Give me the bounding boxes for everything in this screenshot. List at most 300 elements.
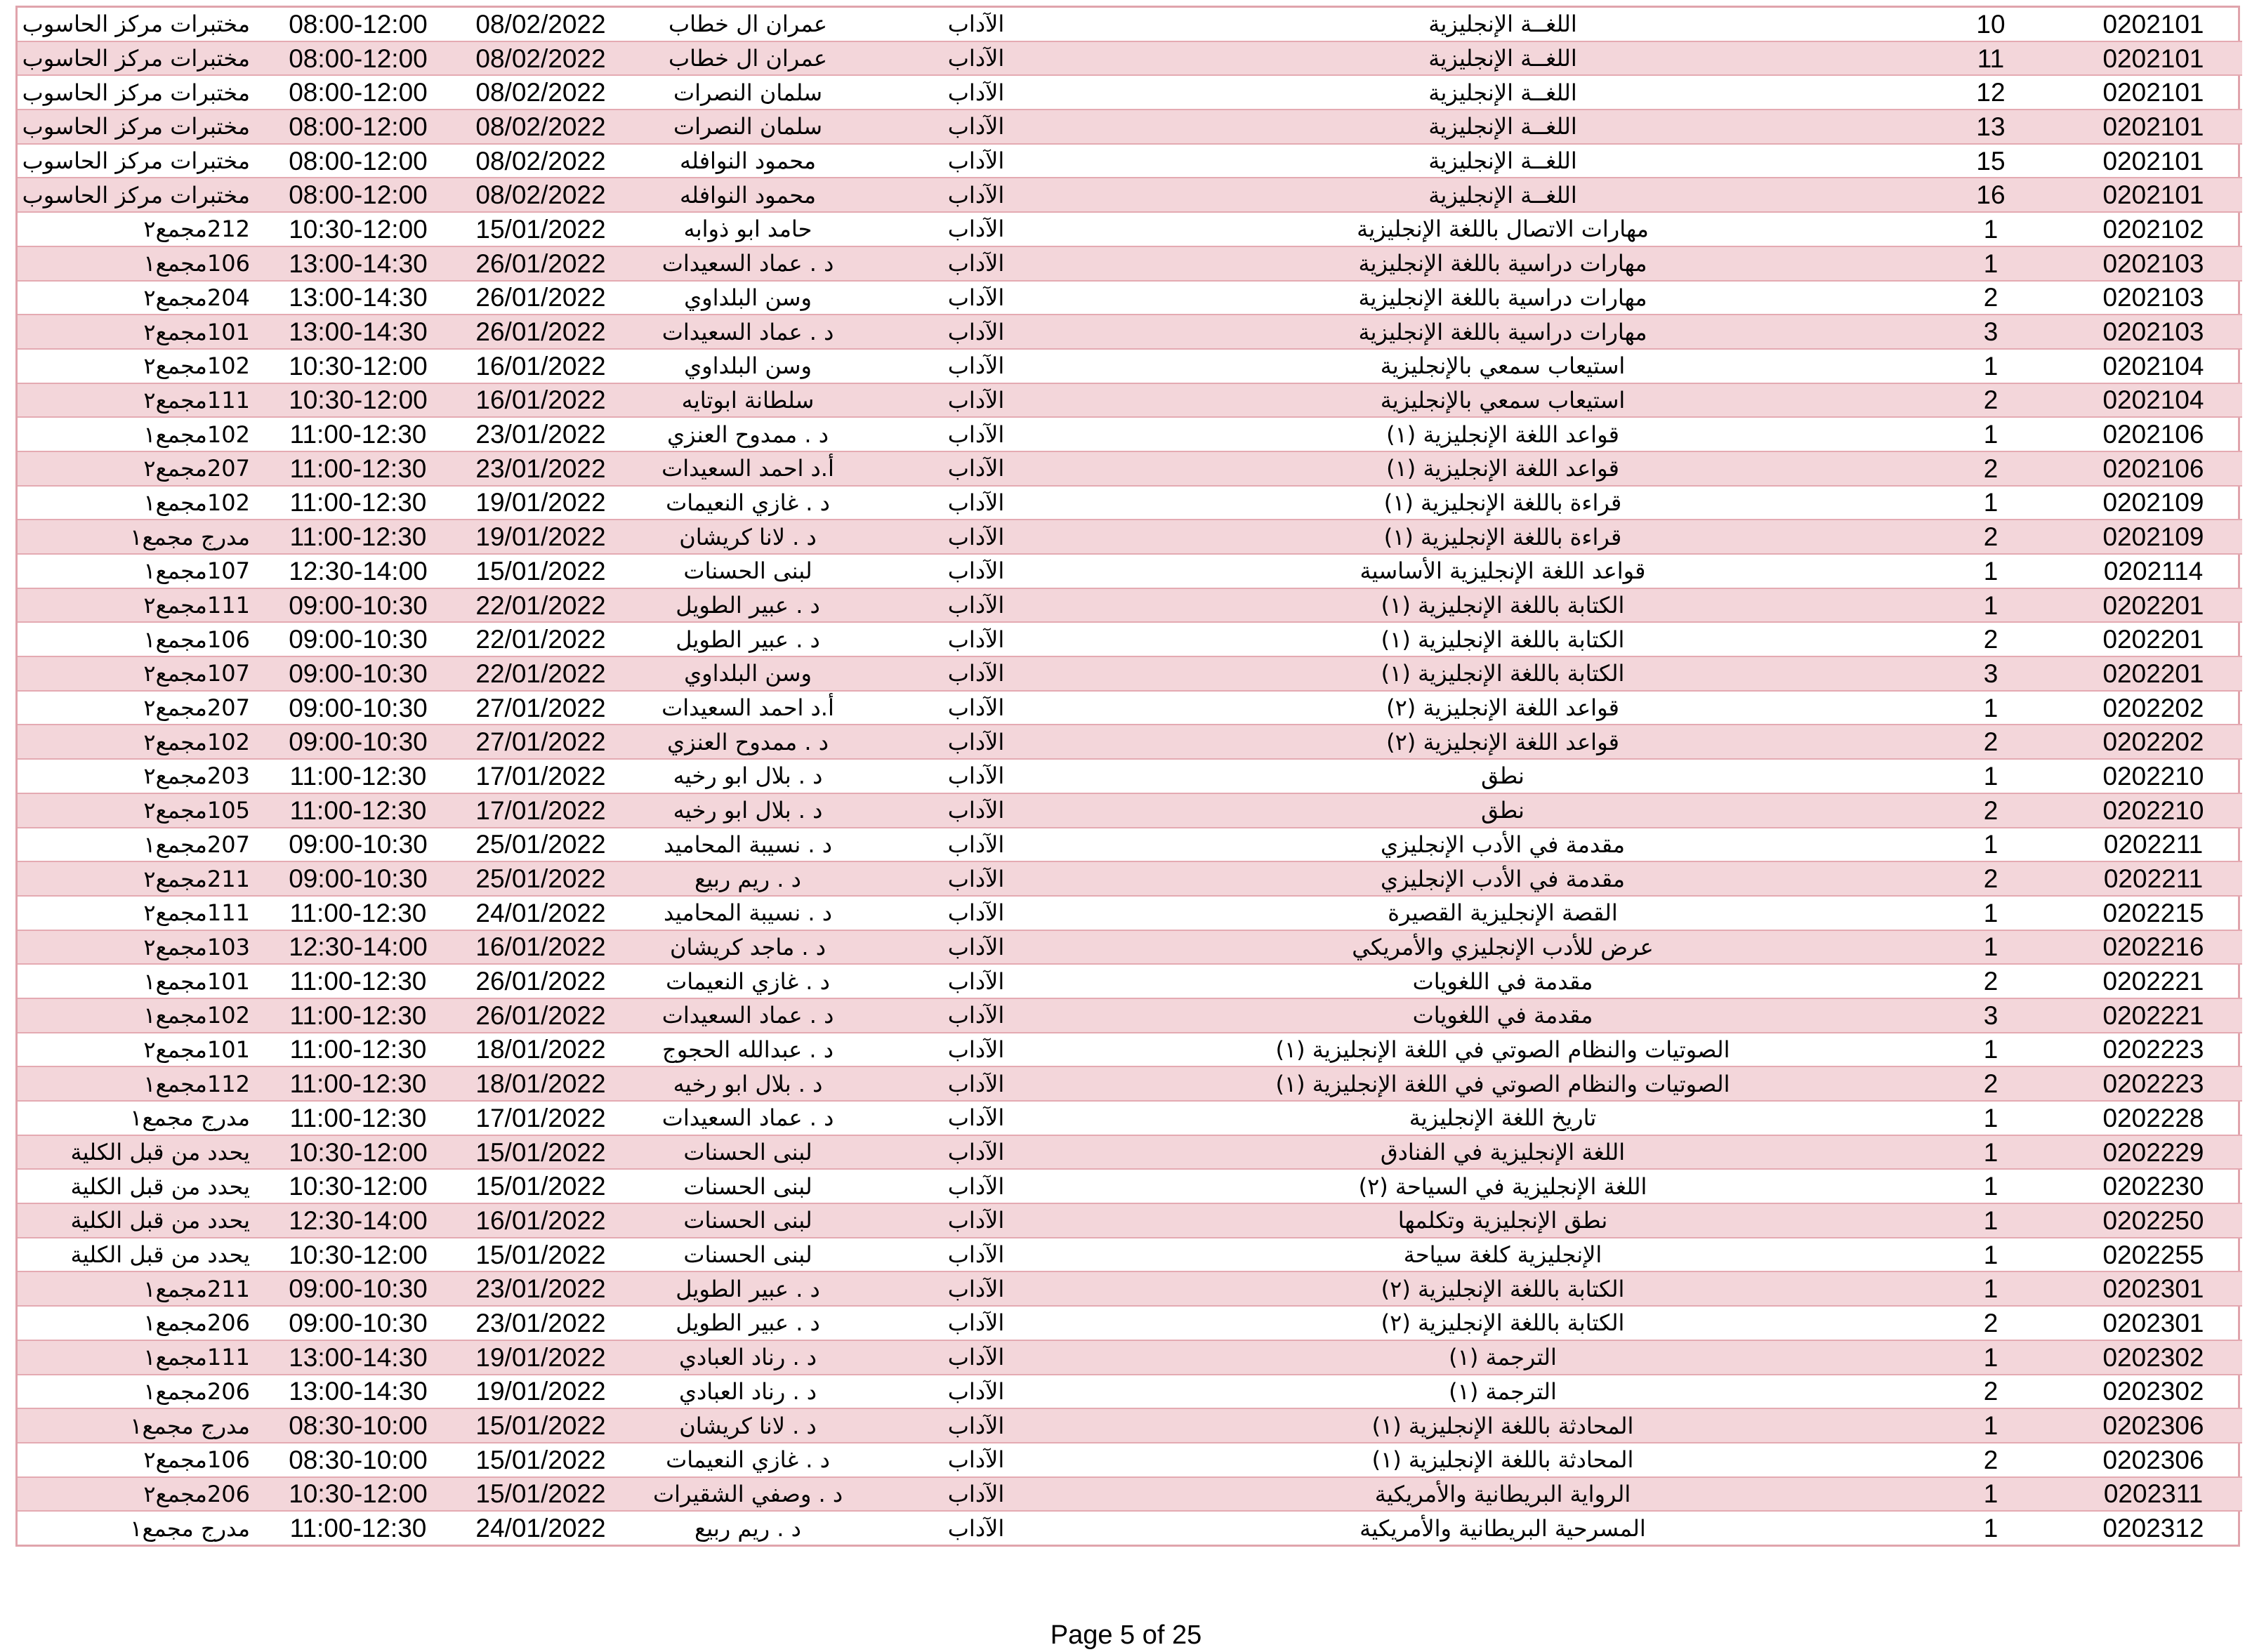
cell-location: 101مجمع٢ bbox=[18, 315, 267, 349]
cell-location: 112مجمع١ bbox=[18, 1066, 267, 1101]
cell-date: 15/01/2022 bbox=[449, 1443, 632, 1477]
cell-section: 1 bbox=[1917, 1238, 2065, 1272]
cell-location: مختبرات مركز الحاسوب bbox=[18, 110, 267, 144]
cell-date: 16/01/2022 bbox=[449, 1203, 632, 1238]
cell-location: 102مجمع١ bbox=[18, 486, 267, 520]
cell-course: الكتابة باللغة الإنجليزية (١) bbox=[1088, 622, 1917, 656]
cell-location: يحدد من قبل الكلية bbox=[18, 1169, 267, 1203]
cell-date: 16/01/2022 bbox=[449, 349, 632, 383]
cell-date: 08/02/2022 bbox=[449, 144, 632, 178]
cell-instructor: د . بلال ابو رخيه bbox=[632, 1066, 864, 1101]
cell-location: مختبرات مركز الحاسوب bbox=[18, 8, 267, 41]
cell-course-code: 0202102 bbox=[2065, 212, 2242, 246]
cell-location: مختبرات مركز الحاسوب bbox=[18, 178, 267, 212]
cell-course: مهارات دراسية باللغة الإنجليزية bbox=[1088, 281, 1917, 315]
cell-section: 1 bbox=[1917, 349, 2065, 383]
table-row bbox=[18, 1271, 2242, 1306]
table-row bbox=[18, 1511, 2242, 1545]
cell-course: المحادثة باللغة الإنجليزية (١) bbox=[1088, 1408, 1917, 1443]
cell-section: 2 bbox=[1917, 964, 2065, 998]
cell-faculty: الآداب bbox=[864, 110, 1088, 144]
cell-location: مختبرات مركز الحاسوب bbox=[18, 144, 267, 178]
cell-section: 2 bbox=[1917, 622, 2065, 656]
cell-time: 11:00-12:30 bbox=[267, 793, 449, 828]
cell-faculty: الآداب bbox=[864, 383, 1088, 418]
table-row bbox=[18, 1066, 2242, 1101]
table-row bbox=[18, 1238, 2242, 1272]
cell-course: اللغــة الإنجليزية bbox=[1088, 8, 1917, 41]
cell-course-code: 0202101 bbox=[2065, 178, 2242, 212]
cell-course: تاريخ اللغة الإنجليزية bbox=[1088, 1101, 1917, 1135]
cell-course: مهارات دراسية باللغة الإنجليزية bbox=[1088, 315, 1917, 349]
cell-instructor: د . عبير الطويل bbox=[632, 622, 864, 656]
table-row bbox=[18, 998, 2242, 1033]
cell-course: المسرحية البريطانية والأمريكية bbox=[1359, 1514, 1646, 1542]
cell-instructor: د . عبير الطويل bbox=[632, 588, 864, 623]
cell-section: 11 bbox=[1917, 41, 2065, 76]
table-row bbox=[18, 1101, 2242, 1135]
cell-location: 106مجمع١ bbox=[18, 622, 267, 656]
table-row bbox=[18, 1306, 2242, 1340]
cell-course: اللغــة الإنجليزية bbox=[1088, 144, 1917, 178]
cell-course-code: 0202201 bbox=[2065, 588, 2242, 623]
table-row bbox=[18, 144, 2242, 178]
cell-time: 11:00-12:30 bbox=[267, 964, 449, 998]
cell-date: 15/01/2022 bbox=[449, 1238, 632, 1272]
cell-instructor: د . عماد السعيدات bbox=[632, 998, 864, 1033]
cell-section: 1 bbox=[1917, 1477, 2065, 1512]
table-row bbox=[18, 1033, 2242, 1067]
cell-date: 18/01/2022 bbox=[449, 1033, 632, 1067]
cell-course: قواعد اللغة الإنجليزية (١) bbox=[1088, 417, 1917, 451]
cell-course-code: 0202216 bbox=[2065, 930, 2242, 965]
cell-faculty: الآداب bbox=[864, 1238, 1088, 1272]
cell-section: 1 bbox=[1917, 1340, 2065, 1375]
cell-faculty: الآداب bbox=[864, 588, 1088, 623]
cell-date: 23/01/2022 bbox=[449, 451, 632, 486]
cell-section: 1 bbox=[1917, 1135, 2065, 1170]
table-row bbox=[18, 1375, 2242, 1409]
cell-date: 19/01/2022 bbox=[449, 520, 632, 554]
cell-section: 2 bbox=[1917, 520, 2065, 554]
cell-faculty: الآداب bbox=[864, 1375, 1088, 1409]
cell-date: 23/01/2022 bbox=[449, 417, 632, 451]
cell-section: 15 bbox=[1917, 144, 2065, 178]
cell-course-code: 0202221 bbox=[2065, 964, 2242, 998]
cell-section: 1 bbox=[1917, 930, 2065, 965]
cell-location: 111مجمع٢ bbox=[18, 383, 267, 418]
cell-date: 24/01/2022 bbox=[475, 1514, 606, 1543]
cell-course-code: 0202228 bbox=[2065, 1101, 2242, 1135]
cell-time: 08:30-10:00 bbox=[267, 1408, 449, 1443]
cell-instructor: وسن البلداوي bbox=[632, 281, 864, 315]
cell-section: 1 bbox=[1917, 246, 2065, 281]
cell-time: 11:00-12:30 bbox=[267, 451, 449, 486]
cell-date: 17/01/2022 bbox=[449, 1101, 632, 1135]
cell-faculty: الآداب bbox=[864, 1306, 1088, 1340]
cell-date: 16/01/2022 bbox=[449, 930, 632, 965]
cell-course: الكتابة باللغة الإنجليزية (٢) bbox=[1088, 1306, 1917, 1340]
cell-location: 207مجمع٢ bbox=[18, 451, 267, 486]
cell-course: مقدمة في الأدب الإنجليزي bbox=[1088, 828, 1917, 862]
cell-time: 13:00-14:30 bbox=[267, 1375, 449, 1409]
cell-instructor: د . عبير الطويل bbox=[632, 1306, 864, 1340]
cell-course: الرواية البريطانية والأمريكية bbox=[1088, 1477, 1917, 1512]
cell-time: 13:00-14:30 bbox=[267, 315, 449, 349]
cell-faculty: الآداب bbox=[864, 1033, 1088, 1067]
cell-faculty: الآداب bbox=[864, 8, 1088, 41]
cell-course: استيعاب سمعي بالإنجليزية bbox=[1088, 349, 1917, 383]
cell-faculty: الآداب bbox=[864, 964, 1088, 998]
cell-time: 08:00-12:00 bbox=[267, 110, 449, 144]
cell-course: مقدمة في اللغويات bbox=[1088, 998, 1917, 1033]
cell-section: 2 bbox=[1917, 793, 2065, 828]
table-row bbox=[18, 281, 2242, 315]
cell-section: 2 bbox=[1917, 861, 2065, 896]
table-row bbox=[18, 828, 2242, 862]
cell-course-code: 0202302 bbox=[2065, 1375, 2242, 1409]
cell-time: 10:30-12:00 bbox=[267, 383, 449, 418]
cell-instructor: د . عبدالله الحجوج bbox=[632, 1033, 864, 1067]
cell-course: نطق bbox=[1088, 759, 1917, 793]
cell-date: 15/01/2022 bbox=[449, 212, 632, 246]
cell-date: 25/01/2022 bbox=[449, 828, 632, 862]
cell-instructor: لبنى الحسنات bbox=[632, 1238, 864, 1272]
cell-date: 26/01/2022 bbox=[449, 315, 632, 349]
cell-instructor: وسن البلداوي bbox=[632, 656, 864, 691]
table-row bbox=[18, 964, 2242, 998]
cell-course-code: 0202103 bbox=[2065, 315, 2242, 349]
cell-location: مدرج مجمع١ bbox=[130, 1514, 250, 1542]
cell-time: 11:00-12:30 bbox=[267, 486, 449, 520]
cell-course-code: 0202311 bbox=[2065, 1477, 2242, 1512]
cell-time: 10:30-12:00 bbox=[267, 1477, 449, 1512]
cell-course: قواعد اللغة الإنجليزية الأساسية bbox=[1088, 554, 1917, 588]
exam-schedule-sheet bbox=[15, 6, 2240, 1547]
cell-instructor: د . لانا كريشان bbox=[632, 1408, 864, 1443]
exam-schedule-table bbox=[18, 8, 2242, 1545]
table-row bbox=[18, 622, 2242, 656]
cell-faculty: الآداب bbox=[864, 656, 1088, 691]
cell-faculty: الآداب bbox=[864, 1443, 1088, 1477]
cell-course-code: 0202229 bbox=[2065, 1135, 2242, 1170]
cell-location: 206مجمع١ bbox=[18, 1375, 267, 1409]
cell-instructor: لبنى الحسنات bbox=[632, 554, 864, 588]
cell-date: 08/02/2022 bbox=[449, 110, 632, 144]
cell-course: اللغــة الإنجليزية bbox=[1088, 75, 1917, 110]
cell-instructor: سلمان النصرات bbox=[632, 110, 864, 144]
cell-instructor: عمران ال خطاب bbox=[632, 8, 864, 41]
cell-course-code: 0202211 bbox=[2065, 828, 2242, 862]
cell-section: 13 bbox=[1917, 110, 2065, 144]
cell-instructor: لبنى الحسنات bbox=[632, 1203, 864, 1238]
cell-faculty: الآداب bbox=[947, 1514, 1005, 1542]
cell-section: 3 bbox=[1917, 998, 2065, 1033]
table-row bbox=[18, 1443, 2242, 1477]
cell-section: 1 bbox=[1917, 896, 2065, 930]
cell-section: 1 bbox=[1917, 1033, 2065, 1067]
cell-location: يحدد من قبل الكلية bbox=[18, 1135, 267, 1170]
cell-course: الترجمة (١) bbox=[1088, 1340, 1917, 1375]
cell-date: 22/01/2022 bbox=[449, 588, 632, 623]
table-row bbox=[18, 178, 2242, 212]
cell-location: 111مجمع١ bbox=[18, 1340, 267, 1375]
cell-faculty: الآداب bbox=[864, 212, 1088, 246]
cell-instructor: د . رناد العبادي bbox=[632, 1375, 864, 1409]
cell-location: مختبرات مركز الحاسوب bbox=[18, 75, 267, 110]
cell-faculty: الآداب bbox=[864, 622, 1088, 656]
cell-course: اللغة الإنجليزية في السياحة (٢) bbox=[1088, 1169, 1917, 1203]
cell-date: 16/01/2022 bbox=[449, 383, 632, 418]
cell-date: 26/01/2022 bbox=[449, 281, 632, 315]
cell-course-code: 0202306 bbox=[2065, 1443, 2242, 1477]
cell-instructor: محمود النوافله bbox=[632, 144, 864, 178]
cell-instructor: د . غازي النعيمات bbox=[632, 1443, 864, 1477]
cell-instructor: محمود النوافله bbox=[632, 178, 864, 212]
cell-course-code: 0202201 bbox=[2065, 622, 2242, 656]
cell-course: الكتابة باللغة الإنجليزية (٢) bbox=[1088, 1271, 1917, 1306]
table-row bbox=[18, 554, 2242, 588]
cell-section: 1 bbox=[1917, 1203, 2065, 1238]
cell-location: مختبرات مركز الحاسوب bbox=[18, 41, 267, 76]
cell-faculty: الآداب bbox=[864, 930, 1088, 965]
cell-section: 2 bbox=[1917, 1306, 2065, 1340]
cell-time: 12:30-14:00 bbox=[267, 554, 449, 588]
cell-course-code: 0202104 bbox=[2065, 349, 2242, 383]
cell-course-code: 0202103 bbox=[2065, 281, 2242, 315]
cell-location: 102مجمع١ bbox=[18, 998, 267, 1033]
cell-faculty: الآداب bbox=[864, 144, 1088, 178]
cell-time: 08:00-12:00 bbox=[267, 75, 449, 110]
cell-course-code: 0202301 bbox=[2065, 1271, 2242, 1306]
cell-course: مهارات الاتصال باللغة الإنجليزية bbox=[1088, 212, 1917, 246]
cell-instructor: د . نسيبة المحاميد bbox=[632, 896, 864, 930]
cell-instructor: سلطانة ابوتايه bbox=[632, 383, 864, 418]
cell-instructor: د . عبير الطويل bbox=[632, 1271, 864, 1306]
table-row bbox=[18, 451, 2242, 486]
table-row bbox=[18, 246, 2242, 281]
cell-course-code: 0202221 bbox=[2065, 998, 2242, 1033]
table-row bbox=[18, 1340, 2242, 1375]
cell-faculty: الآداب bbox=[864, 75, 1088, 110]
table-body bbox=[18, 8, 2242, 1545]
cell-section: 1 bbox=[1917, 554, 2065, 588]
cell-faculty: الآداب bbox=[864, 41, 1088, 76]
cell-course-code: 0202104 bbox=[2065, 383, 2242, 418]
cell-course-code: 0202250 bbox=[2065, 1203, 2242, 1238]
cell-time: 11:00-12:30 bbox=[267, 1066, 449, 1101]
cell-time: 09:00-10:30 bbox=[267, 656, 449, 691]
cell-date: 18/01/2022 bbox=[449, 1066, 632, 1101]
cell-location: 102مجمع٢ bbox=[18, 349, 267, 383]
cell-section: 1 bbox=[1917, 486, 2065, 520]
cell-location: 107مجمع٢ bbox=[18, 656, 267, 691]
cell-location: 103مجمع٢ bbox=[18, 930, 267, 965]
table-row bbox=[18, 656, 2242, 691]
cell-faculty: الآداب bbox=[864, 417, 1088, 451]
table-row bbox=[18, 588, 2242, 623]
cell-location: 102مجمع١ bbox=[18, 417, 267, 451]
cell-course-code: 0202230 bbox=[2065, 1169, 2242, 1203]
cell-section: 16 bbox=[1917, 178, 2065, 212]
cell-instructor: أ.د احمد السعيدات bbox=[632, 451, 864, 486]
table-row bbox=[18, 1477, 2242, 1512]
cell-date: 15/01/2022 bbox=[449, 1477, 632, 1512]
cell-course-code: 0202101 bbox=[2065, 41, 2242, 76]
cell-time: 11:00-12:30 bbox=[289, 1514, 427, 1543]
cell-date: 22/01/2022 bbox=[449, 656, 632, 691]
cell-date: 26/01/2022 bbox=[449, 964, 632, 998]
cell-section: 3 bbox=[1917, 315, 2065, 349]
cell-course: قواعد اللغة الإنجليزية (٢) bbox=[1088, 725, 1917, 759]
cell-section: 2 bbox=[1917, 451, 2065, 486]
cell-date: 08/02/2022 bbox=[449, 75, 632, 110]
table-row bbox=[18, 691, 2242, 725]
cell-time: 12:30-14:00 bbox=[267, 1203, 449, 1238]
cell-time: 08:30-10:00 bbox=[267, 1443, 449, 1477]
table-row bbox=[18, 486, 2242, 520]
cell-location: 212مجمع٢ bbox=[18, 212, 267, 246]
table-row bbox=[18, 383, 2242, 418]
cell-instructor: د . عماد السعيدات bbox=[632, 246, 864, 281]
cell-instructor: د . ممدوح العنزي bbox=[632, 417, 864, 451]
cell-course: الترجمة (١) bbox=[1088, 1375, 1917, 1409]
cell-course-code: 0202101 bbox=[2065, 144, 2242, 178]
cell-faculty: الآداب bbox=[864, 998, 1088, 1033]
page-number: Page 5 of 25 bbox=[1050, 1620, 1202, 1650]
cell-course: القصة الإنجليزية القصيرة bbox=[1088, 896, 1917, 930]
table-row bbox=[18, 930, 2242, 965]
cell-faculty: الآداب bbox=[864, 554, 1088, 588]
cell-location: 207مجمع١ bbox=[18, 828, 267, 862]
cell-time: 10:30-12:00 bbox=[267, 349, 449, 383]
cell-location: 206مجمع٢ bbox=[18, 1477, 267, 1512]
cell-instructor: عمران ال خطاب bbox=[632, 41, 864, 76]
table-row bbox=[18, 1135, 2242, 1170]
cell-faculty: الآداب bbox=[864, 1066, 1088, 1101]
cell-instructor: د . ممدوح العنزي bbox=[632, 725, 864, 759]
cell-course-code: 0202223 bbox=[2065, 1066, 2242, 1101]
cell-faculty: الآداب bbox=[864, 759, 1088, 793]
cell-section: 1 bbox=[1917, 1169, 2065, 1203]
cell-time: 13:00-14:30 bbox=[267, 1340, 449, 1375]
cell-faculty: الآداب bbox=[864, 1408, 1088, 1443]
cell-instructor: د . رناد العبادي bbox=[632, 1340, 864, 1375]
cell-course-code: 0202114 bbox=[2065, 554, 2242, 588]
cell-time: 10:30-12:00 bbox=[267, 1135, 449, 1170]
cell-instructor: د . عماد السعيدات bbox=[632, 315, 864, 349]
cell-instructor: حامد ابو ذوابه bbox=[632, 212, 864, 246]
table-row bbox=[18, 793, 2242, 828]
cell-instructor: د . وصفي الشقيرات bbox=[632, 1477, 864, 1512]
cell-date: 08/02/2022 bbox=[449, 41, 632, 76]
cell-faculty: الآداب bbox=[864, 451, 1088, 486]
table-row bbox=[18, 520, 2242, 554]
cell-location: 111مجمع٢ bbox=[18, 588, 267, 623]
cell-date: 24/01/2022 bbox=[449, 896, 632, 930]
cell-time: 10:30-12:00 bbox=[267, 1169, 449, 1203]
cell-section: 1 bbox=[1917, 828, 2065, 862]
cell-time: 10:30-12:00 bbox=[267, 212, 449, 246]
cell-instructor: د . غازي النعيمات bbox=[632, 486, 864, 520]
cell-faculty: الآداب bbox=[864, 725, 1088, 759]
cell-course-code: 0202210 bbox=[2065, 759, 2242, 793]
table-row bbox=[18, 75, 2242, 110]
cell-date: 26/01/2022 bbox=[449, 246, 632, 281]
cell-date: 23/01/2022 bbox=[449, 1306, 632, 1340]
cell-section: 1 bbox=[1983, 1514, 1999, 1543]
table-row bbox=[18, 349, 2242, 383]
cell-instructor: د . ريم ربيع bbox=[632, 861, 864, 896]
cell-course: اللغــة الإنجليزية bbox=[1088, 41, 1917, 76]
cell-time: 09:00-10:30 bbox=[267, 725, 449, 759]
cell-section: 3 bbox=[1917, 656, 2065, 691]
cell-section: 2 bbox=[1917, 1066, 2065, 1101]
cell-faculty: الآداب bbox=[864, 246, 1088, 281]
table-row bbox=[18, 1203, 2242, 1238]
cell-location: 101مجمع١ bbox=[18, 964, 267, 998]
cell-instructor: د . بلال ابو رخيه bbox=[632, 759, 864, 793]
cell-course: استيعاب سمعي بالإنجليزية bbox=[1088, 383, 1917, 418]
cell-faculty: الآداب bbox=[864, 1477, 1088, 1512]
cell-instructor: سلمان النصرات bbox=[632, 75, 864, 110]
cell-time: 09:00-10:30 bbox=[267, 691, 449, 725]
cell-faculty: الآداب bbox=[864, 691, 1088, 725]
cell-course-code: 0202302 bbox=[2065, 1340, 2242, 1375]
cell-course-code: 0202103 bbox=[2065, 246, 2242, 281]
cell-course: الصوتيات والنظام الصوتي في اللغة الإنجليزية (١) bbox=[1088, 1066, 1917, 1101]
cell-instructor: د . ريم ربيع bbox=[694, 1514, 801, 1542]
cell-date: 27/01/2022 bbox=[449, 725, 632, 759]
cell-time: 09:00-10:30 bbox=[267, 861, 449, 896]
cell-faculty: الآداب bbox=[864, 315, 1088, 349]
cell-time: 09:00-10:30 bbox=[267, 828, 449, 862]
cell-faculty: الآداب bbox=[864, 828, 1088, 862]
cell-time: 09:00-10:30 bbox=[267, 1271, 449, 1306]
table-row bbox=[18, 110, 2242, 144]
table-row bbox=[18, 8, 2242, 41]
cell-location: 102مجمع٢ bbox=[18, 725, 267, 759]
cell-time: 10:30-12:00 bbox=[267, 1238, 449, 1272]
cell-location: يحدد من قبل الكلية bbox=[18, 1238, 267, 1272]
cell-course: قواعد اللغة الإنجليزية (٢) bbox=[1088, 691, 1917, 725]
cell-course: اللغة الإنجليزية في الفنادق bbox=[1088, 1135, 1917, 1170]
cell-section: 1 bbox=[1917, 1408, 2065, 1443]
cell-date: 19/01/2022 bbox=[449, 486, 632, 520]
cell-date: 17/01/2022 bbox=[449, 793, 632, 828]
cell-course: قراءة باللغة الإنجليزية (١) bbox=[1088, 486, 1917, 520]
table-row bbox=[18, 1169, 2242, 1203]
cell-instructor: د . نسيبة المحاميد bbox=[632, 828, 864, 862]
table-row bbox=[18, 1408, 2242, 1443]
cell-course: مهارات دراسية باللغة الإنجليزية bbox=[1088, 246, 1917, 281]
cell-section: 1 bbox=[1917, 691, 2065, 725]
cell-faculty: الآداب bbox=[864, 1101, 1088, 1135]
cell-time: 11:00-12:30 bbox=[267, 520, 449, 554]
cell-course-code: 0202101 bbox=[2065, 8, 2242, 41]
cell-course: الصوتيات والنظام الصوتي في اللغة الإنجليزية (١) bbox=[1088, 1033, 1917, 1067]
cell-date: 22/01/2022 bbox=[449, 622, 632, 656]
cell-section: 2 bbox=[1917, 281, 2065, 315]
cell-date: 08/02/2022 bbox=[449, 8, 632, 41]
cell-course: نطق الإنجليزية وتكلمها bbox=[1088, 1203, 1917, 1238]
cell-course: قواعد اللغة الإنجليزية (١) bbox=[1088, 451, 1917, 486]
cell-section: 1 bbox=[1917, 212, 2065, 246]
cell-time: 11:00-12:30 bbox=[267, 759, 449, 793]
table-row bbox=[18, 861, 2242, 896]
cell-course: نطق bbox=[1088, 793, 1917, 828]
cell-time: 11:00-12:30 bbox=[267, 1101, 449, 1135]
